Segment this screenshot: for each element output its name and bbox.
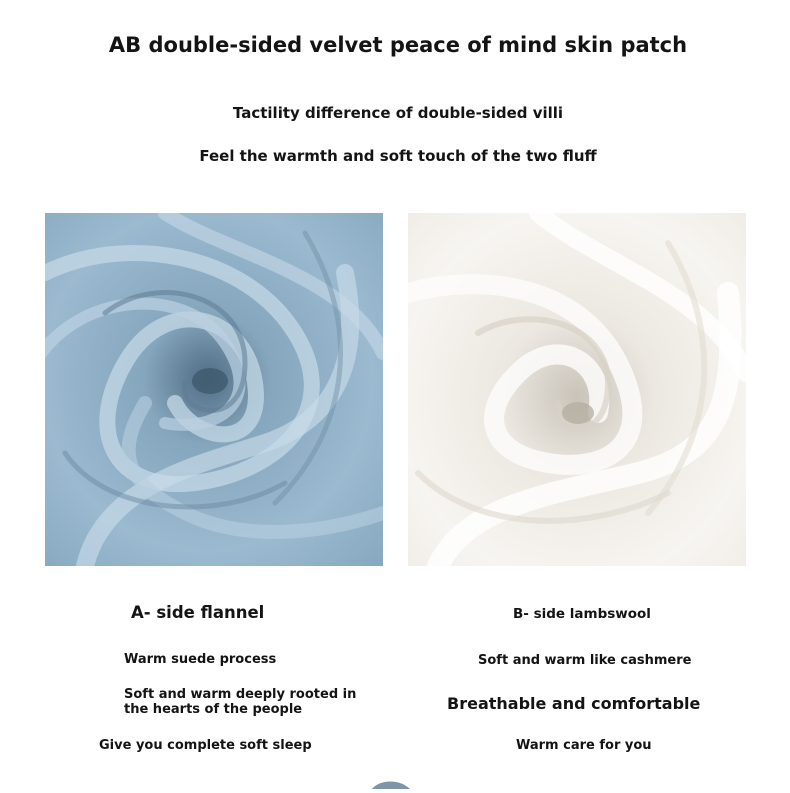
- subtitle-tactility: Tactility difference of double-sided villi: [232, 104, 564, 122]
- side-b-feature-2: Breathable and comfortable: [447, 694, 701, 713]
- next-image-edge: [372, 774, 410, 786]
- flannel-fabric-image: [45, 213, 383, 566]
- side-b-feature-1: Soft and warm like cashmere: [478, 653, 692, 668]
- side-b-feature-3: Warm care for you: [516, 738, 652, 753]
- side-b-heading: B- side lambswool: [513, 606, 651, 622]
- side-a-feature-3: Give you complete soft sleep: [99, 738, 312, 753]
- side-a-heading: A- side flannel: [131, 603, 265, 622]
- side-a-feature-1: Warm suede process: [124, 652, 277, 667]
- subtitle-warmth: Feel the warmth and soft touch of the two fluff: [199, 147, 597, 165]
- side-a-feature-2: Soft and warm deeply rooted in the hearts of the people: [124, 687, 357, 717]
- lambswool-fabric-image: [408, 213, 746, 566]
- page-title: AB double-sided velvet peace of mind skin patch: [108, 33, 688, 57]
